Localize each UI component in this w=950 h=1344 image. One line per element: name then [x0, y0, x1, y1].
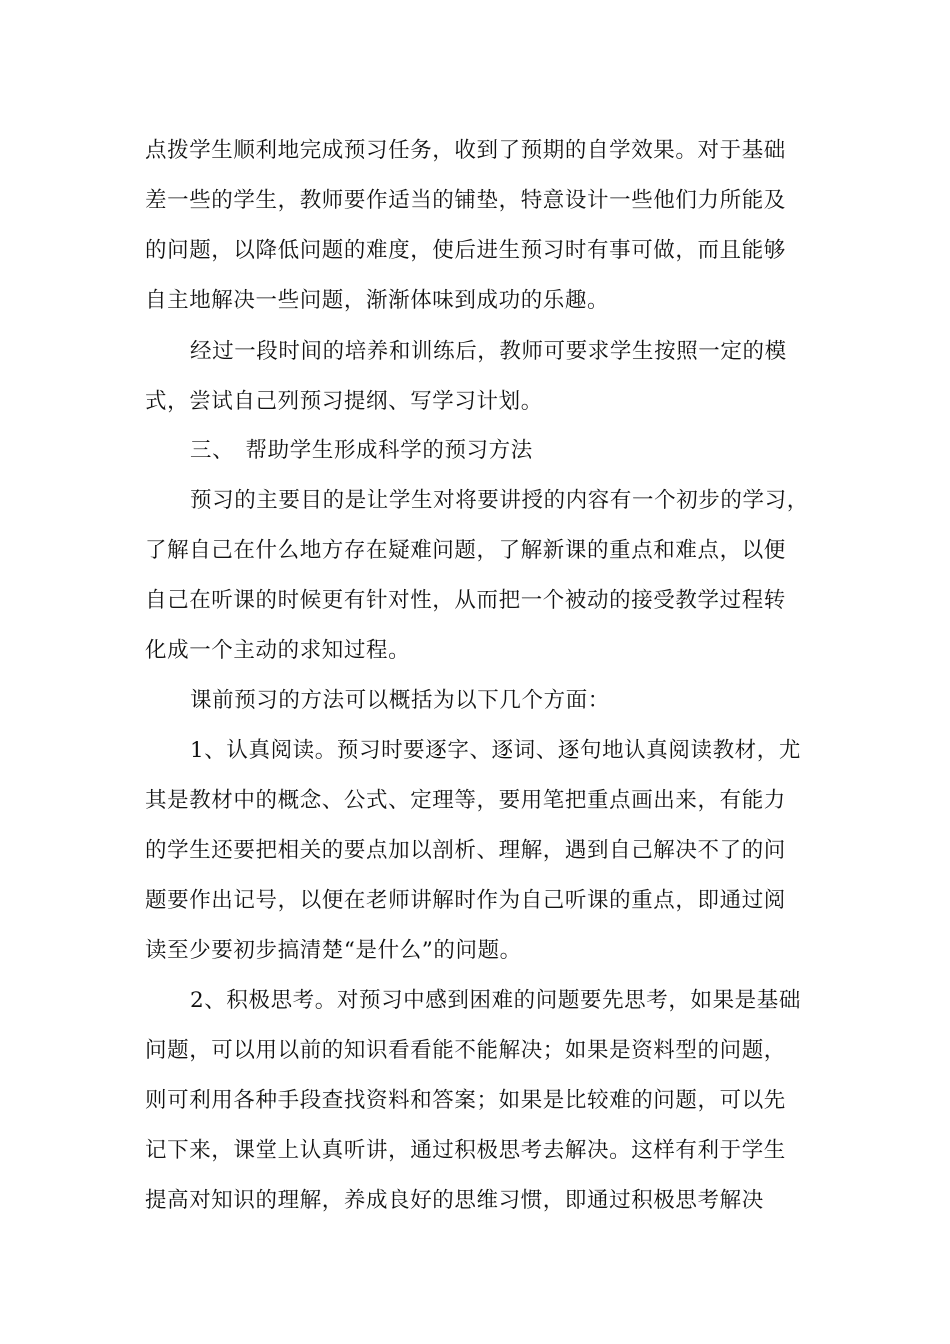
text-line-3: 的问题，以降低问题的难度，使后进生预习时有事可做，而且能够	[145, 238, 786, 263]
text-line-21: 记下来，课堂上认真听讲，通过积极思考去解决。这样有利于学生	[145, 1138, 786, 1163]
text-line-20: 则可利用各种手段查找资料和答案；如果是比较难的问题，可以先	[145, 1088, 786, 1113]
text-line-17: 读至少要初步搞清楚“是什么”的问题。	[145, 938, 522, 963]
text-line-14: 其是教材中的概念、公式、定理等，要用笔把重点画出来，有能力	[145, 788, 786, 813]
text-line-6: 式，尝试自己列预习提纲、写学习计划。	[145, 389, 543, 414]
section-heading: 三、 帮助学生形成科学的预习方法	[190, 438, 533, 463]
text-line-15: 的学生还要把相关的要点加以剖析、理解，遇到自己解决不了的问	[145, 838, 786, 863]
text-line-13: 1、认真阅读。预习时要逐字、逐词、逐句地认真阅读教材，尤	[190, 738, 801, 763]
text-line-2: 差一些的学生，教师要作适当的铺垫，特意设计一些他们力所能及	[145, 188, 786, 213]
text-line-8: 预习的主要目的是让学生对将要讲授的内容有一个初步的学习，	[190, 488, 809, 513]
text-line-12: 课前预习的方法可以概括为以下几个方面：	[190, 688, 610, 713]
text-line-10: 自己在听课的时候更有针对性，从而把一个被动的接受教学过程转	[145, 588, 786, 613]
text-line-9: 了解自己在什么地方存在疑难问题，了解新课的重点和难点，以便	[145, 538, 786, 563]
text-line-5: 经过一段时间的培养和训练后，教师可要求学生按照一定的模	[190, 339, 787, 364]
text-line-19: 问题，可以用以前的知识看看能不能解决；如果是资料型的问题，	[145, 1038, 786, 1063]
text-line-11: 化成一个主动的求知过程。	[145, 638, 411, 663]
text-line-1: 点拨学生顺利地完成预习任务，收到了预期的自学效果。对于基础	[145, 138, 786, 163]
text-line-4: 自主地解决一些问题，渐渐体味到成功的乐趣。	[145, 288, 610, 313]
text-line-18: 2、积极思考。对预习中感到困难的问题要先思考，如果是基础	[190, 988, 801, 1013]
text-line-16: 题要作出记号，以便在老师讲解时作为自己听课的重点，即通过阅	[145, 888, 786, 913]
text-line-22: 提高对知识的理解，养成良好的思维习惯，即通过积极思考解决	[145, 1188, 764, 1213]
